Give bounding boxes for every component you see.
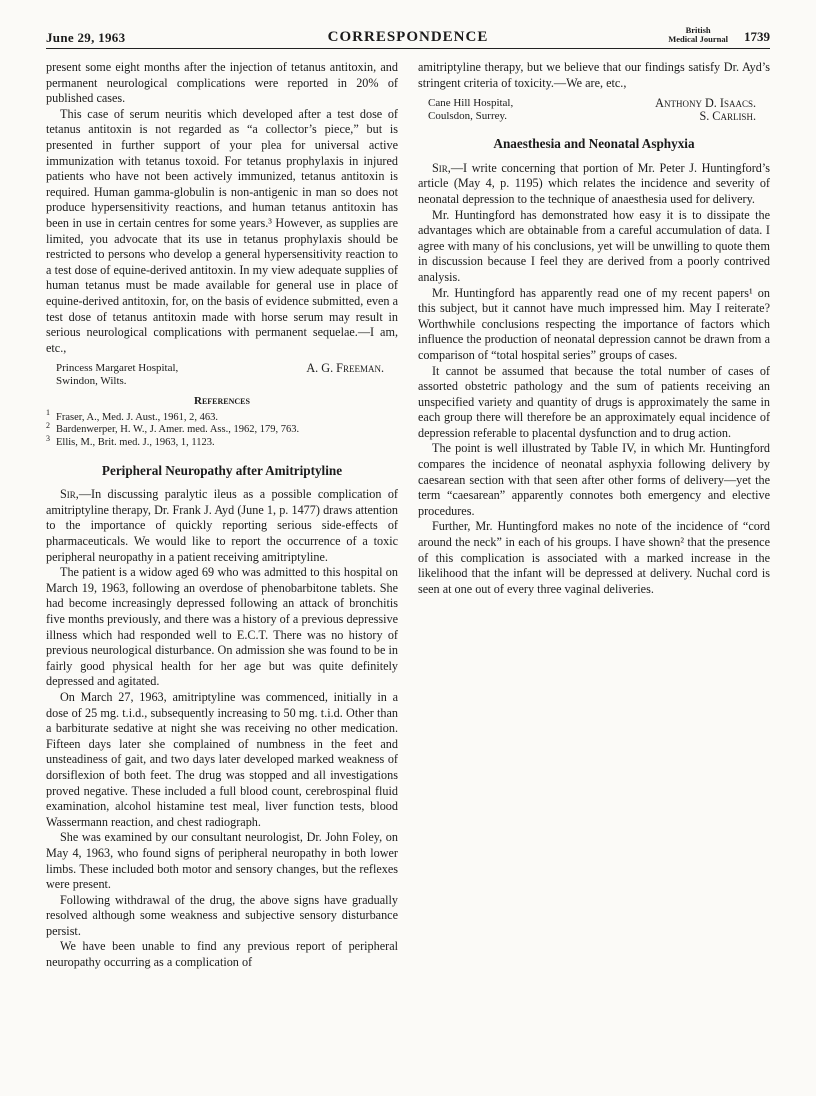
running-header — [46, 20, 770, 49]
left-paragraph-3 — [46, 487, 398, 565]
article-heading-neuropathy: Peripheral Neuropathy after Amitriptyline — [101, 462, 343, 478]
journal-name-line-2: Medical Journal — [668, 34, 728, 44]
header-page-number: 1739 — [744, 29, 770, 44]
right-paragraph-1: amitriptyline therapy, but we believe that our findings satisfy Dr. Ayd’s stringent criteria of toxicity.—We are, etc., — [418, 60, 770, 90]
header-section-title: CORRESPONDENCE — [327, 29, 489, 45]
right-signature-address-line-1: Cane Hill Hospital, — [428, 97, 514, 110]
left-signature-address — [46, 362, 178, 388]
reference-item: $^2$ Bardenwerper, H. W., J. Amer. med. Ass., 1962, 179, 763. — [46, 420, 300, 436]
left-paragraph-1: present some eight months after the injection of tetanus antitoxin, and permanent neurological complications were reported in 20% of published cases. — [46, 60, 398, 106]
left-signature-address-line-1: Princess Margaret Hospital, — [56, 362, 179, 375]
right-paragraph-3: Mr. Huntingford has demonstrated how easy it is to dissipate the advantages which are obtainable from a careful accumulation of data. I agree with many of his conclusions, yet will be unwilling to quote them in discussion because I feel they are derived from a poorly contrived analysis. — [418, 207, 770, 284]
references-heading: References — [194, 395, 250, 408]
left-paragraph-6: She was examined by our consultant neurologist, Dr. John Foley, on May 4, 1963, who found signs of peripheral neuropathy in both lower limbs. These included both motor and sensory changes, but the reflexes were present. — [46, 830, 398, 892]
right-column — [418, 60, 770, 1080]
right-signature-name-2: S. Carlish. — [699, 109, 756, 124]
right-paragraph-7: Further, Mr. Huntingford makes no note of the incidence of “cord around the neck” in each of his groups. I have shown² that the presence of this complication is associated with a marked increase in the likelihood that the infant will be depressed at delivery. Nuchal cord is seen at one out of every three vaginal deliveries. — [418, 519, 770, 596]
left-signature-address-line-2: Swindon, Wilts. — [56, 375, 127, 388]
right-paragraph-2 — [418, 161, 770, 208]
reference-text: Bardenwerper, H. W., J. Amer. med. Ass., 1962, 179, 763. — [56, 424, 300, 436]
left-column — [46, 60, 398, 1080]
left-paragraph-5: On March 27, 1963, amitriptyline was commenced, initially in a dose of 25 mg. t.i.d., subsequently increasing to 50 mg. t.i.d. Other than a barbiturate sedative at night she was receiving no other medication. Fifteen days later she complained of numbness in the feet and unsteadiness of gait, and two days later developed marked weakness of dorsiflexion of both feet. The drug was stopped and all investigations proved negative. These included a full blood count, cerebrospinal fluid examination, alcohol histamine test meal, liver function tests, blood Wassermann reaction, and chest radiograph. — [46, 689, 398, 829]
right-signature-address-line-2: Coulsdon, Surrey. — [428, 110, 508, 123]
right-signature-block — [418, 97, 770, 123]
reference-text: Ellis, M., Brit. med. J., 1963, 1, 1123. — [56, 437, 215, 449]
left-paragraph-4: The patient is a widow aged 69 who was admitted to this hospital on March 19, 1963, following an overdose of phenobarbitone tablets. She had become increasingly depressed following an attack of bronchitis five months previously, and there was a history of a previous depressive illness which had responded well to E.C.T. There was no history of previous neurological disturbance. On admission she was found to be in fairly good physical health for her age but was quite definitely depressed and agitated. — [46, 565, 398, 689]
left-signature-name: A. G. Freeman. — [306, 361, 384, 376]
article-heading-anaesthesia: Anaesthesia and Neonatal Asphyxia — [493, 136, 695, 152]
right-signature-names — [655, 97, 770, 123]
right-signature-name-1: Anthony D. Isaacs. — [655, 96, 756, 111]
right-paragraph-2-text: —I write concerning that portion of Mr. Peter J. Huntingford’s article (May 4, p. 1195) which relates the incidence and severity of neonatal depression to the technique of anaesthesia used for delivery. — [418, 160, 770, 206]
salutation: Sir, — [60, 487, 79, 502]
left-paragraph-8: We have been unable to find any previous report of peripheral neuropathy occurring as a complication of — [46, 939, 398, 970]
header-date: June 29, 1963 — [46, 30, 126, 45]
reference-item: $^1$ Fraser, A., Med. J. Aust., 1961, 2, 463. — [46, 408, 219, 423]
reference-text: Fraser, A., Med. J. Aust., 1961, 2, 463. — [56, 411, 219, 423]
reference-item: $^3$ Ellis, M., Brit. med. J., 1963, 1, 1123. — [46, 433, 215, 449]
salutation: Sir, — [432, 160, 451, 175]
right-signature-address — [418, 97, 513, 123]
left-paragraph-2: This case of serum neuritis which developed after a test dose of tetanus antitoxin is not regarded as “a collector’s piece,” but is presented in further support of your plea for universal active immunization with tetanus toxoid. For tetanus prophylaxis in injured patients who have not been actively immunized, tetanus antitoxin is required. Human gamma-globulin is non-antigenic in man so does not produce hypersensitivity reactions, and human tetanus antitoxin has been in use in certain centres for some years.³ However, as supplies are limited, you advocate that its use in tetanus prophylaxis should be restricted to persons who develop a general hypersensitivity reaction to a test dose of equine-derived antitoxin. In my view adequate supplies of human tetanus must be made available for general use in place of equine-derived antitoxin, for, on the basis of evidence submitted, even a test dose of tetanus antitoxin made with horse serum may result in serious neurological complications with permanent sequelae.—I am, etc., — [46, 106, 398, 355]
right-paragraph-4: Mr. Huntingford has apparently read one of my recent papers¹ on this subject, but it cannot have much impressed him. May I reiterate? Worthwhile conclusions respecting the importance of factors which influence the production of neonatal depression cannot be drawn from a comparison of “total hospital series” groups of cases. — [418, 285, 770, 362]
left-signature-block — [46, 362, 398, 388]
header-journal-name — [668, 26, 728, 44]
right-paragraph-6: The point is well illustrated by Table IV, in which Mr. Huntingford compares the incidence of neonatal asphyxia following delivery by caesarean section with that seen after other forms of delivery—yet the term “caesarean” apparently connotes both emergency and elective procedures. — [418, 441, 770, 518]
right-paragraph-5: It cannot be assumed that because the total number of cases of assorted obstetric pathology and the sum of patients receiving an unspecified variety and quantity of drugs is approximately the same in each group there will therefore be an approximately equal incidence of depression referable to placental dysfunction and to drug action. — [418, 363, 770, 440]
left-paragraph-7: Following withdrawal of the drug, the above signs have gradually resolved although some weakness and subjective sensory disturbance persist. — [46, 892, 398, 938]
left-paragraph-3-text: —In discussing paralytic ileus as a possible complication of amitriptyline therapy, Dr. Frank J. Ayd (June 1, p. 1477) draws attention to the importance of quickly reporting serious side-effects of pharmaceuticals. We would like to report the occurrence of a toxic peripheral neuropathy in a patient receiving amitriptyline. — [46, 487, 398, 564]
journal-name-line-1: British — [685, 25, 711, 35]
